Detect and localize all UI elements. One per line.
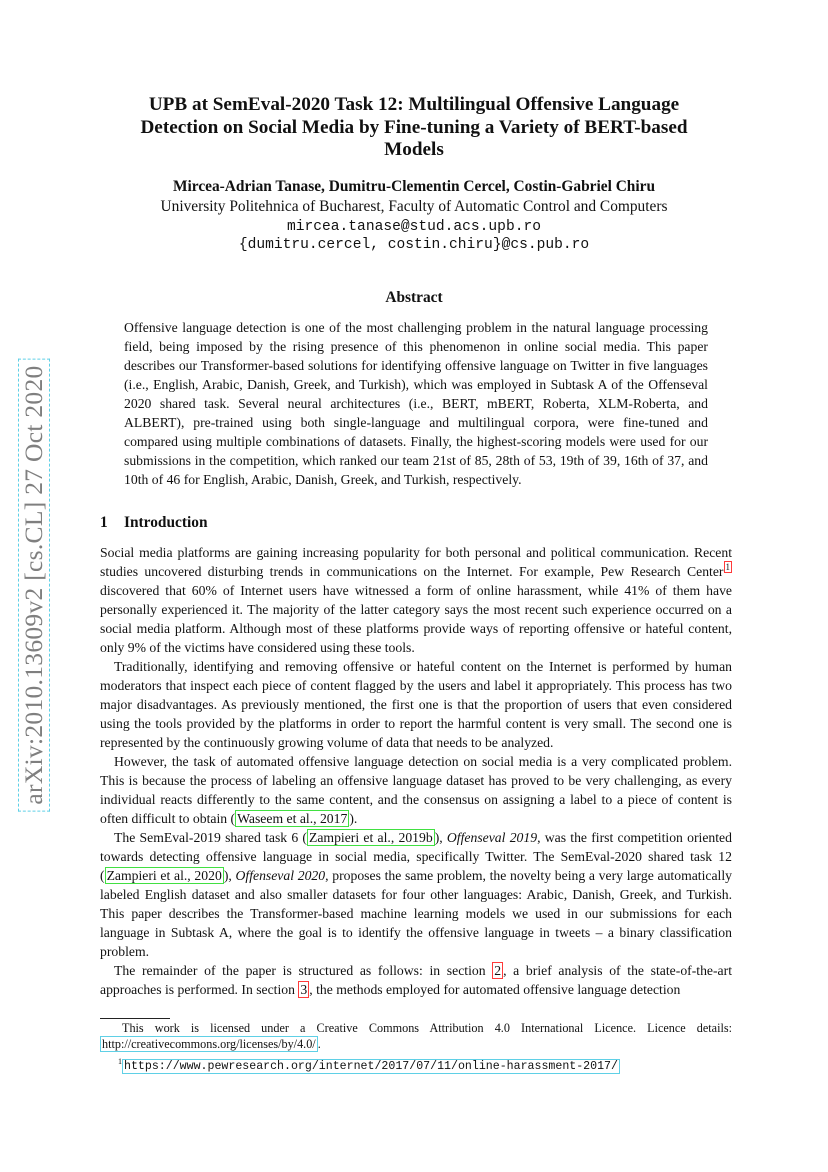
text-run: , proposes the same problem, the novelty being a very large automatically labeled English dataset and also smaller datasets for four other languages: Arabic, Danish, Greek, and Turkish. This paper describes the Transformer-based machine learning models we used in our submissions for each language in Subtask A, where the goal is to identify the offensive language in tweets – a binary classification problem. <box>100 868 732 959</box>
text-run: discovered that 60% of Internet users have witnessed a form of online harassment, while 41% of them have personally experienced it. The majority of the latter category says the most recent such experience occurred on a social media platform. Although most of these platforms provide ways of reporting offensive or hateful content, only 9% of the victims have considered using these tools. <box>100 583 732 655</box>
text-run: This work is licensed under a Creative Commons Attribution 4.0 International Licence. Licence details: <box>122 1021 732 1035</box>
text-run: , the methods employed for automated offensive language detection <box>309 982 681 997</box>
paragraph <box>100 828 732 961</box>
emphasis: Offenseval 2020 <box>235 868 326 883</box>
license-url-link[interactable]: http://creativecommons.org/licenses/by/4.0/ <box>102 1037 316 1051</box>
arxiv-identifier-stamp[interactable] <box>14 340 54 830</box>
title-line: Models <box>384 139 444 160</box>
section-ref-link[interactable]: 2 <box>494 963 502 978</box>
text-run: , a brief analysis of the state-of-the-art approaches is performed. In section <box>100 963 732 997</box>
section-title: Introduction <box>124 514 208 531</box>
paragraph <box>100 543 732 657</box>
abstract-text: Offensive language detection is one of the most challenging problem in the natural language processing field, being imposed by the rising presence of this phenomenon in online social media. This paper describes our Transformer-based solutions for identifying offensive language on Twitter in five languages (i.e., English, Arabic, Danish, Greek, and Turkish), which was employed in Subtask A of the Offenseval 2020 shared task. Several neural architectures (i.e., BERT, mBERT, Roberta, XLM-Roberta, and ALBERT), pre-trained using both single-language and multilingual corpora, were fine-tuned and compared using multiple combinations of datasets. Finally, the highest-scoring models were used for our submissions in the competition, which ranked our team 21st of 85, 28th of 53, 19th of 39, 16th of 37, and 10th of 46 for English, Arabic, Danish, Greek, and Turkish, respectively. <box>124 320 708 487</box>
footnote-mark: 1 <box>118 1057 122 1066</box>
arxiv-identifier-text: arXiv:2010.13609v2 [cs.CL] 27 Oct 2020 <box>18 358 50 811</box>
abstract-heading: Abstract <box>385 289 443 306</box>
emphasis: Offenseval 2019 <box>446 830 538 845</box>
text-run: The SemEval-2019 shared task 6 ( <box>114 830 307 845</box>
text-run: The remainder of the paper is structured as follows: in section <box>114 963 493 978</box>
title-line: UPB at SemEval-2020 Task 12: Multilingual Offensive Language <box>148 94 680 115</box>
section-ref-link[interactable]: 3 <box>300 982 308 997</box>
title-line: Detection on Social Media by Fine-tuning a Variety of BERT-based <box>140 116 688 138</box>
footnote-divider <box>100 1018 170 1019</box>
license-footnote <box>100 1020 732 1052</box>
footnote-1 <box>100 1054 732 1075</box>
text-run: ), <box>434 830 447 845</box>
text-run: ). <box>349 811 358 826</box>
text-run: , was the first competition oriented towards detecting offensive language in social media, specifically Twitter. The SemEval-2020 shared task 12 ( <box>100 830 732 883</box>
section-number: 1 <box>100 514 108 531</box>
pew-url-link[interactable]: https://www.pewresearch.org/internet/2017/07/11/online-harassment-2017/ <box>124 1060 618 1074</box>
text-run: ), <box>223 868 236 883</box>
paper-title <box>110 94 718 162</box>
footnotes <box>100 1020 732 1075</box>
affiliation: University Politehnica of Bucharest, Faculty of Automatic Control and Computers <box>160 198 668 215</box>
citation-link[interactable]: Waseem et al., 2017 <box>237 811 348 826</box>
citation-link[interactable]: Zampieri et al., 2019b <box>309 830 433 845</box>
text-run: However, the task of automated offensive language detection on social media is a very complicated problem. This is because the process of labeling an offensive language dataset has proved to be very challenging, as every individual reacts differently to the same content, and the consensus on assigning a label to a piece of content is often difficult to obtain ( <box>100 754 732 826</box>
paragraph: Traditionally, identifying and removing offensive or hateful content on the Internet is performed by human moderators that inspect each piece of content flagged by the users and label it appropriately. This process has two major disadvantages. As previously mentioned, the first one is that the proportion of users that even considered using the tools provided by the platforms in order to report the harmful content is very small. The second one is represented by the continuously growing volume of data that needs to be analyzed. <box>100 659 732 750</box>
email-primary: mircea.tanase@stud.acs.upb.ro <box>287 219 541 235</box>
text-run: Social media platforms are gaining increasing popularity for both personal and political communication. Recent studies uncovered disturbing trends in communications on the Internet. For example, Pew Research Center <box>100 545 732 579</box>
citation-link[interactable]: Zampieri et al., 2020 <box>106 868 222 883</box>
email-secondary: {dumitru.cercel, costin.chiru}@cs.pub.ro <box>238 237 590 253</box>
text-run: . <box>317 1037 321 1051</box>
paragraph <box>100 752 732 828</box>
introduction-body <box>100 543 732 999</box>
paragraph <box>100 961 732 999</box>
section-heading-introduction <box>100 514 208 532</box>
author-list: Mircea-Adrian Tanase, Dumitru-Clementin Cercel, Costin-Gabriel Chiru <box>172 178 656 195</box>
footnote-link[interactable]: 1 <box>725 562 730 573</box>
